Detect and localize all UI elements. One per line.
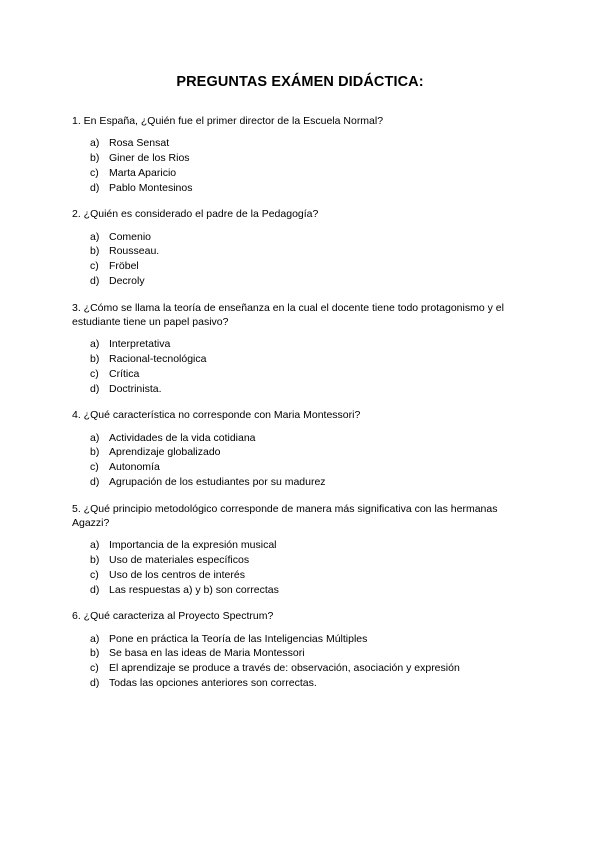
option-text: Las respuestas a) y b) son correctas	[109, 583, 279, 596]
option-d	[90, 274, 532, 289]
option-list	[72, 337, 532, 396]
option-c	[90, 460, 532, 475]
option-letter: a)	[90, 338, 100, 351]
option-d	[90, 382, 532, 397]
option-letter: d)	[90, 181, 100, 194]
question-text: 2. ¿Quién es considerado el padre de la Pedagogía?	[72, 208, 319, 221]
option-list	[72, 632, 532, 691]
option-text: Crítica	[109, 367, 140, 380]
option-text: Aprendizaje globalizado	[109, 446, 221, 459]
option-b	[90, 553, 532, 568]
option-text: Importancia de la expresión musical	[109, 539, 277, 552]
option-b	[90, 151, 532, 166]
option-b	[90, 445, 532, 460]
option-a	[90, 230, 532, 245]
option-letter: a)	[90, 137, 100, 150]
option-letter: b)	[90, 352, 100, 365]
option-letter: b)	[90, 152, 100, 164]
option-c	[90, 259, 532, 274]
option-text: Racional-tecnológica	[109, 352, 207, 365]
page-title: PREGUNTAS EXÁMEN DIDÁCTICA:	[176, 74, 424, 90]
option-letter: a)	[90, 632, 100, 645]
option-letter: d)	[90, 382, 100, 395]
option-d	[90, 583, 532, 598]
option-text: Fröbel	[109, 260, 139, 273]
question-text: 3. ¿Cómo se llama la teoría de enseñanza en la cual el docente tiene todo protagonismo y el estudiante tiene un papel pasivo?	[72, 301, 504, 328]
option-c	[90, 568, 532, 583]
option-text: Rousseau.	[109, 245, 160, 258]
option-text: Uso de materiales específicos	[109, 553, 250, 566]
option-letter: b)	[90, 245, 100, 258]
option-letter: c)	[90, 568, 99, 581]
option-text: Doctrinista.	[109, 382, 162, 395]
option-text: Decroly	[109, 274, 145, 287]
question-3	[72, 301, 532, 397]
option-letter: b)	[90, 446, 100, 459]
option-a	[90, 632, 532, 647]
option-letter: a)	[90, 230, 100, 243]
option-letter: d)	[90, 583, 100, 596]
option-text: Comenio	[109, 230, 152, 243]
option-a	[90, 431, 532, 446]
option-text: Rosa Sensat	[109, 137, 170, 150]
question-1	[72, 114, 532, 195]
option-text: Interpretativa	[109, 338, 171, 351]
option-d	[90, 676, 532, 691]
question-text: 4. ¿Qué característica no corresponde con Maria Montessori?	[72, 409, 361, 422]
option-text: Todas las opciones anteriores son correctas.	[109, 676, 317, 689]
option-a	[90, 136, 532, 151]
option-b	[90, 352, 532, 367]
question-5	[72, 502, 532, 598]
option-b	[90, 244, 532, 259]
option-text: Agrupación de los estudiantes por su madurez	[109, 475, 326, 488]
option-letter: d)	[90, 676, 100, 689]
option-letter: c)	[90, 260, 99, 273]
option-a	[90, 337, 532, 352]
option-text: Se basa en las ideas de Maria Montessori	[109, 647, 305, 660]
option-d	[90, 181, 532, 196]
option-c	[90, 166, 532, 181]
option-d	[90, 475, 532, 490]
option-text: El aprendizaje se produce a través de: observación, asociación y expresión	[109, 662, 460, 675]
option-letter: d)	[90, 274, 100, 287]
option-letter: c)	[90, 367, 99, 380]
option-list	[72, 431, 532, 490]
option-letter: c)	[90, 662, 99, 675]
option-letter: d)	[90, 475, 100, 488]
option-letter: c)	[90, 166, 99, 179]
option-list	[72, 136, 532, 195]
question-text: 6. ¿Qué caracteriza al Proyecto Spectrum?	[72, 610, 274, 623]
option-letter: a)	[90, 431, 100, 444]
option-list	[72, 230, 532, 289]
option-text: Actividades de la vida cotidiana	[109, 431, 256, 444]
question-list	[72, 114, 532, 703]
question-text: 1. En España, ¿Quién fue el primer director de la Escuela Normal?	[72, 115, 384, 127]
option-text: Uso de los centros de interés	[109, 568, 245, 581]
option-text: Pablo Montesinos	[109, 181, 193, 194]
option-text: Autonomía	[109, 461, 160, 474]
option-a	[90, 538, 532, 553]
question-2	[72, 207, 532, 288]
option-letter: b)	[90, 647, 100, 660]
option-letter: a)	[90, 539, 100, 552]
option-b	[90, 646, 532, 661]
option-c	[90, 661, 532, 676]
question-4	[72, 408, 532, 489]
option-list	[72, 538, 532, 597]
option-text: Marta Aparicio	[109, 166, 177, 179]
question-6	[72, 609, 532, 690]
question-text: 5. ¿Qué principio metodológico corresponde de manera más significativa con las hermanas Agazzi?	[72, 502, 498, 529]
option-letter: b)	[90, 553, 100, 566]
option-c	[90, 367, 532, 382]
option-text: Giner de los Rios	[109, 152, 190, 164]
option-text: Pone en práctica la Teoría de las Inteligencias Múltiples	[109, 632, 368, 645]
option-letter: c)	[90, 461, 99, 474]
